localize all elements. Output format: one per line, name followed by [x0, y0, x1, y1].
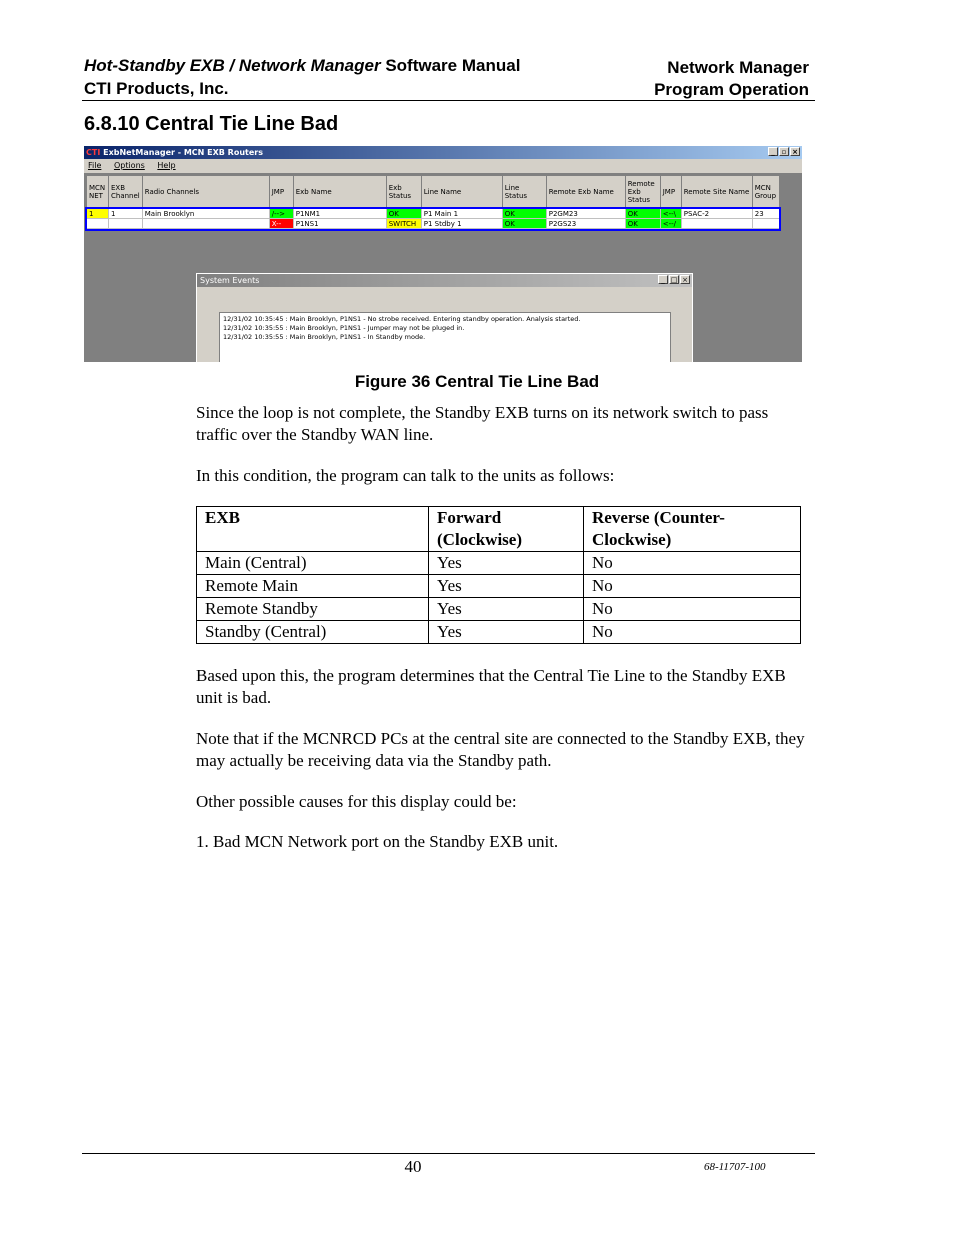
- system-events-window[interactable]: [196, 273, 693, 362]
- cell-remote-exb-name: P2GS23: [546, 219, 625, 229]
- cell-exb-name: P1NM1: [293, 209, 386, 219]
- col-exb-channel[interactable]: EXB Channel: [109, 176, 143, 209]
- window-titlebar: [84, 146, 802, 159]
- event-line: 12/31/02 10:35:55 : Main Brooklyn, P1NS1 - In Standby mode.: [223, 333, 426, 341]
- col-exb: EXB: [197, 507, 429, 552]
- cell-exb: Main (Central): [197, 552, 429, 575]
- document-number: 68-11707-100: [704, 1161, 766, 1173]
- cell-forward: Yes: [429, 598, 584, 621]
- cell-line-status: OK: [502, 209, 546, 219]
- menu-options[interactable]: Options: [113, 161, 145, 170]
- col-jmp[interactable]: JMP: [269, 176, 293, 209]
- col-remote-site-name[interactable]: Remote Site Name: [681, 176, 752, 209]
- cell-forward: Yes: [429, 575, 584, 598]
- cell-reverse: No: [584, 575, 801, 598]
- event-line: 12/31/02 10:35:45 : Main Brooklyn, P1NS1 - No strobe received. Entering standby operation. Analysis started.: [223, 315, 581, 323]
- cell-remote-exb-status: OK: [625, 219, 660, 229]
- grid-header-row: [87, 176, 780, 209]
- paragraph: In this condition, the program can talk to the units as follows:: [196, 466, 615, 485]
- col-forward: Forward (Clockwise): [429, 507, 584, 552]
- cell-forward: Yes: [429, 621, 584, 644]
- figure-caption: Figure 36 Central Tie Line Bad: [354, 372, 600, 391]
- cell-jmp: X--: [269, 219, 293, 229]
- cell-mcn-net: [87, 219, 109, 229]
- col-line-name[interactable]: Line Name: [421, 176, 502, 209]
- menu-file[interactable]: File: [88, 161, 102, 170]
- header-section-name: Network Manager: [667, 58, 809, 77]
- col-line-status[interactable]: Line Status: [502, 176, 546, 209]
- cell-remote-exb-name: P2GM23: [546, 209, 625, 219]
- window-title-prefix: CTI: [86, 148, 101, 157]
- col-exb-status[interactable]: Exb Status: [386, 176, 421, 209]
- table-header-row: [197, 507, 801, 552]
- cell-jmp-remote: <--/: [660, 219, 681, 229]
- col-remote-exb-name[interactable]: Remote Exb Name: [546, 176, 625, 209]
- col-radio-channels[interactable]: Radio Channels: [142, 176, 269, 209]
- table-row: [197, 621, 801, 644]
- window-title: ExbNetManager - MCN EXB Routers: [100, 148, 263, 157]
- cell-remote-site-name: PSAC-2: [681, 209, 752, 219]
- cell-exb: Standby (Central): [197, 621, 429, 644]
- col-mcn-group[interactable]: MCN Group: [752, 176, 779, 209]
- cell-remote-site-name: [681, 219, 752, 229]
- col-mcn-net[interactable]: MCN NET: [87, 176, 109, 209]
- table-row[interactable]: [87, 219, 780, 229]
- table-row: [197, 552, 801, 575]
- minimize-icon[interactable]: _: [658, 275, 668, 284]
- col-remote-exb-status[interactable]: Remote Exb Status: [625, 176, 660, 209]
- close-icon[interactable]: ×: [790, 147, 800, 156]
- header-section-sub: Program Operation: [654, 80, 809, 99]
- cell-mcn-group: 23: [752, 209, 779, 219]
- footer-rule: [82, 1153, 815, 1154]
- col-reverse: Reverse (Counter-Clockwise): [584, 507, 801, 552]
- col-jmp-remote[interactable]: JMP: [660, 176, 681, 209]
- cell-jmp-remote: <--\: [660, 209, 681, 219]
- cell-reverse: No: [584, 598, 801, 621]
- cell-remote-exb-status: OK: [625, 209, 660, 219]
- system-events-titlebar: [197, 274, 692, 287]
- cell-exb-name: P1NS1: [293, 219, 386, 229]
- paragraph: Based upon this, the program determines that the Central Tie Line to the Standby EXB unit is bad.: [196, 666, 786, 707]
- cell-reverse: No: [584, 621, 801, 644]
- header-rule: [82, 100, 815, 101]
- cell-line-name: P1 Main 1: [421, 209, 502, 219]
- list-item: 1. Bad MCN Network port on the Standby EXB unit.: [196, 832, 559, 851]
- header-title-rest: Software Manual: [380, 56, 521, 75]
- header-manual-title: [84, 56, 520, 76]
- router-grid: [86, 175, 800, 235]
- paragraph: Other possible causes for this display could be:: [196, 792, 517, 811]
- cell-mcn-group: [752, 219, 779, 229]
- restore-icon[interactable]: ▫: [779, 147, 789, 156]
- cell-mcn-net: 1: [87, 209, 109, 219]
- menubar: [84, 159, 802, 173]
- maximize-icon[interactable]: □: [670, 276, 678, 284]
- cell-forward: Yes: [429, 552, 584, 575]
- cell-exb-status: OK: [386, 209, 421, 219]
- page-number: 40: [404, 1157, 422, 1176]
- close-icon[interactable]: ×: [680, 275, 690, 284]
- header-title-italic: Hot-Standby EXB / Network Manager: [84, 56, 381, 75]
- cell-reverse: No: [584, 552, 801, 575]
- cell-radio-channels: Main Brooklyn: [142, 209, 269, 219]
- table-row[interactable]: [87, 209, 780, 219]
- table-row: [197, 575, 801, 598]
- cell-exb: Remote Standby: [197, 598, 429, 621]
- cell-exb: Remote Main: [197, 575, 429, 598]
- table-row: [197, 598, 801, 621]
- cell-radio-channels: [142, 219, 269, 229]
- cell-line-name: P1 Stdby 1: [421, 219, 502, 229]
- menu-help[interactable]: Help: [157, 161, 176, 170]
- minimize-icon[interactable]: _: [768, 147, 778, 156]
- paragraph: Note that if the MCNRCD PCs at the central site are connected to the Standby EXB, they may actually be receiving data via the Standby path.: [196, 729, 805, 770]
- cell-exb-channel: 1: [109, 209, 143, 219]
- paragraph: Since the loop is not complete, the Standby EXB turns on its network switch to pass traffic over the Standby WAN line.: [196, 403, 769, 444]
- cell-exb-channel: [109, 219, 143, 229]
- cell-exb-status: SWITCH: [386, 219, 421, 229]
- cell-jmp: /-->: [269, 209, 293, 219]
- header-company: CTI Products, Inc.: [84, 79, 229, 98]
- communication-table: [196, 506, 801, 644]
- router-table: [86, 175, 780, 229]
- system-events-log[interactable]: [219, 312, 671, 362]
- section-title: 6.8.10 Central Tie Line Bad: [84, 113, 339, 135]
- event-line: 12/31/02 10:35:55 : Main Brooklyn, P1NS1 - Jumper may not be pluged in.: [223, 324, 465, 332]
- cell-line-status: OK: [502, 219, 546, 229]
- system-events-title: System Events: [200, 276, 260, 285]
- col-exb-name[interactable]: Exb Name: [293, 176, 386, 209]
- figure-screenshot: [84, 146, 802, 362]
